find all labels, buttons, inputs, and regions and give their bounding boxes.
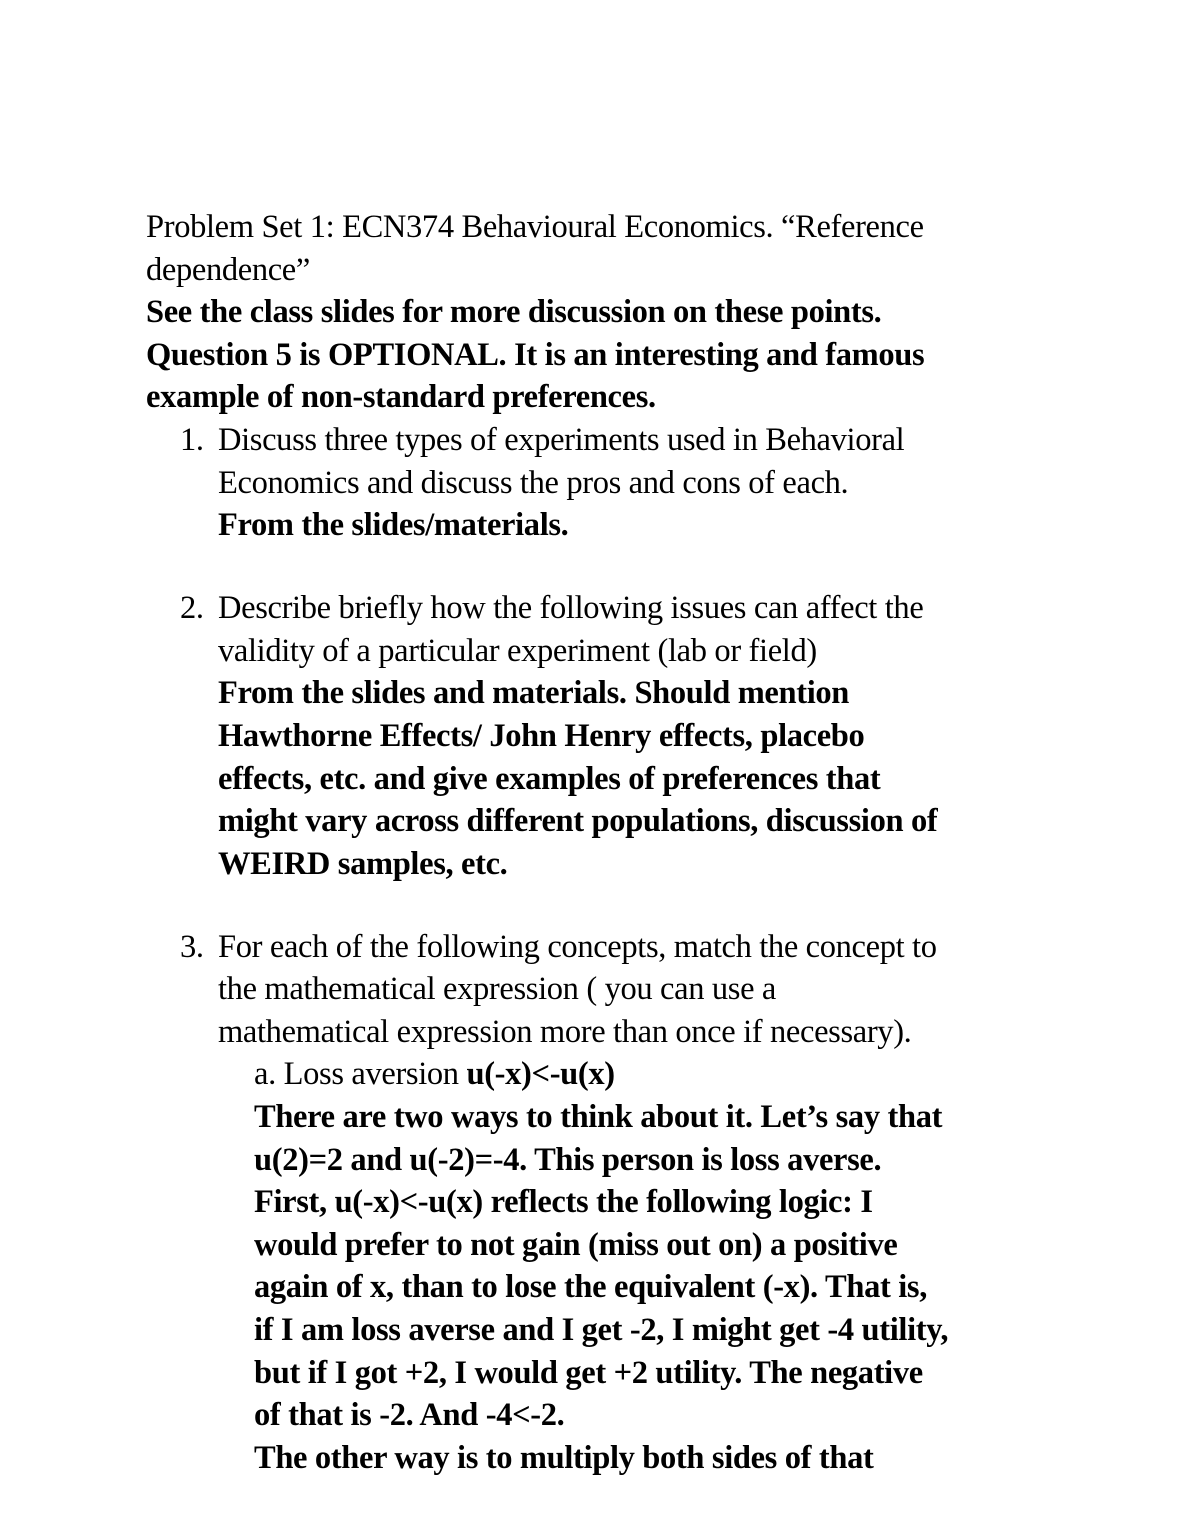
- sub-item-a-answer-line-8: of that is -2. And -4<-2.: [254, 1397, 565, 1434]
- question-3-number: 3.: [180, 928, 204, 965]
- question-3: [146, 926, 1086, 1480]
- question-2-text-line-2: validity of a particular experiment (lab or field): [218, 632, 817, 669]
- spacer: [146, 547, 1086, 587]
- sub-item-a-answer-line-9: The other way is to multiply both sides of that: [254, 1439, 874, 1476]
- question-2-answer-line-2: Hawthorne Effects/ John Henry effects, placebo: [218, 717, 865, 754]
- question-2: [146, 587, 1086, 885]
- sub-item-a-answer-line-1: There are two ways to think about it. Let’s say that: [254, 1099, 943, 1136]
- question-2-text-line-1: Describe briefly how the following issues can affect the: [218, 590, 924, 627]
- sub-item-a-answer-line-2: u(2)=2 and u(-2)=-4. This person is loss averse.: [254, 1141, 882, 1178]
- sub-item-a-answer-line-6: if I am loss averse and I get -2, I might get -4 utility,: [254, 1312, 949, 1349]
- question-3-sub-item-a: [254, 1053, 1086, 1479]
- intro-line-3: example of non-standard preferences.: [146, 379, 656, 416]
- question-1-text-line-2: Economics and discuss the pros and cons of each.: [218, 464, 849, 501]
- question-1-text-line-1: Discuss three types of experiments used in Behavioral: [218, 421, 905, 458]
- question-2-number: 2.: [180, 590, 204, 627]
- sub-item-a-heading: [254, 1053, 1086, 1096]
- sub-item-a-label: a. Loss aversion: [254, 1056, 467, 1093]
- sub-item-a-answer-line-3: First, u(-x)<-u(x) reflects the following logic: I: [254, 1184, 873, 1221]
- document-title-line-2: dependence”: [146, 251, 310, 288]
- question-2-answer-line-5: WEIRD samples, etc.: [218, 845, 508, 882]
- document-title-line-1: Problem Set 1: ECN374 Behavioural Economics. “Reference: [146, 209, 924, 245]
- question-1: [146, 419, 1086, 547]
- intro-line-1: See the class slides for more discussion on these points.: [146, 294, 882, 331]
- question-3-text-line-2: the mathematical expression ( you can use a: [218, 971, 777, 1008]
- question-1-number: 1.: [180, 421, 204, 458]
- sub-item-a-answer-line-4: would prefer to not gain (miss out on) a positive: [254, 1226, 898, 1263]
- question-3-text-line-3: mathematical expression more than once if necessary).: [218, 1013, 912, 1050]
- question-2-answer-line-3: effects, etc. and give examples of preferences that: [218, 760, 881, 797]
- spacer: [146, 885, 1086, 925]
- document-page: [146, 206, 1086, 1479]
- question-1-answer-line-1: From the slides/materials.: [218, 507, 569, 544]
- question-3-text-line-1: For each of the following concepts, match the concept to: [218, 928, 937, 965]
- question-2-answer-line-1: From the slides and materials. Should mention: [218, 675, 849, 712]
- sub-item-a-answer-line-7: but if I got +2, I would get +2 utility. The negative: [254, 1354, 923, 1391]
- sub-item-a-answer-line-5: again of x, than to lose the equivalent (-x). That is,: [254, 1269, 927, 1306]
- sub-item-a-expression: u(-x)<-u(x): [466, 1056, 615, 1093]
- intro-line-2: Question 5 is OPTIONAL. It is an interesting and famous: [146, 336, 925, 373]
- question-2-answer-line-4: might vary across different populations, discussion of: [218, 803, 938, 840]
